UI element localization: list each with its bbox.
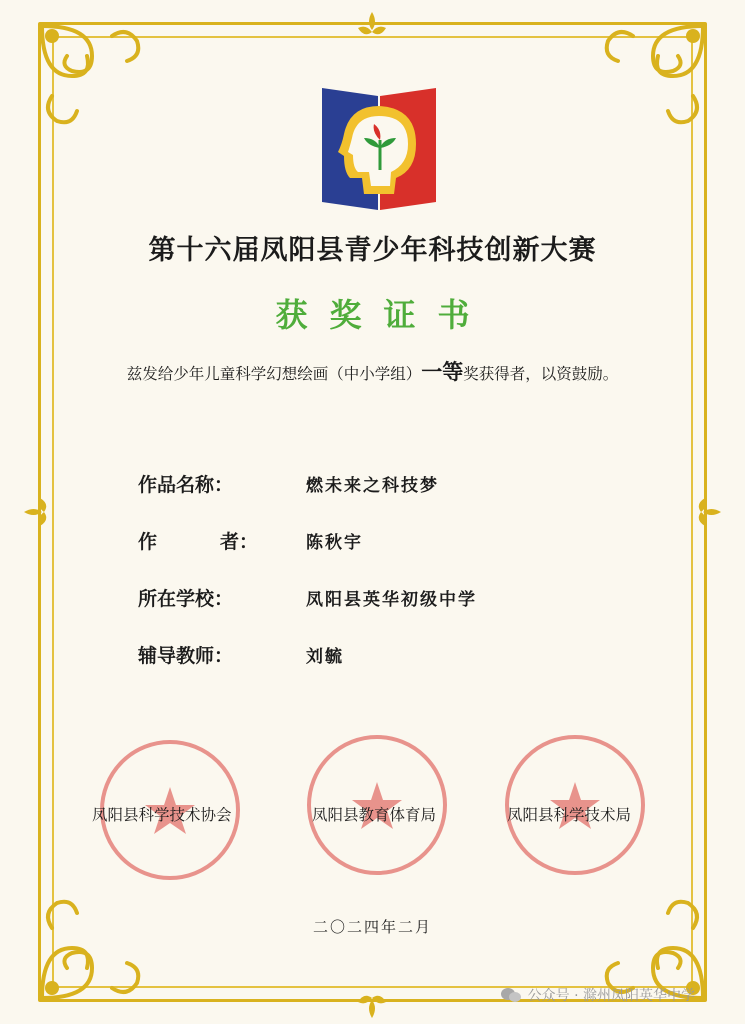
statement-prefix: 兹发给少年儿童科学幻想绘画（中小学组）: [126, 365, 422, 383]
award-rank: 一等: [421, 359, 464, 384]
award-details: [138, 470, 638, 698]
watermark-text: 公众号 · 滁州凤阳英华中学: [527, 988, 695, 1004]
field-label-char: 者：: [219, 531, 258, 553]
fleur-ornament-icon: [685, 492, 725, 532]
field-label: 辅导教师：: [138, 645, 234, 667]
corner-ornament-icon: [32, 888, 152, 1008]
field-row-school: [138, 584, 638, 641]
field-label: [138, 527, 258, 554]
fleur-ornament-icon: [20, 492, 60, 532]
field-row-author: [138, 527, 638, 584]
work-title-value: 燃未来之科技梦: [306, 476, 439, 496]
issuer-science-association: 凤阳县科学技术协会: [92, 806, 232, 824]
corner-ornament-icon: [593, 16, 713, 136]
issuer-science-bureau: 凤阳县科学技术局: [507, 806, 632, 824]
issuer-education-bureau: 凤阳县教育体育局: [312, 806, 437, 824]
field-row-work-title: [138, 470, 638, 527]
issue-date: 二〇二四年二月: [312, 918, 432, 936]
fleur-ornament-icon: [352, 982, 392, 1022]
author-value: 陈秋宇: [306, 533, 363, 553]
contest-title: 第十六届凤阳县青少年科技创新大赛: [148, 235, 597, 266]
corner-ornament-icon: [32, 16, 152, 136]
field-row-teacher: [138, 641, 638, 698]
field-label-char: 作: [138, 531, 158, 553]
school-value: 凤阳县英华初级中学: [306, 590, 477, 610]
contest-logo-icon: [320, 82, 438, 214]
statement-suffix: 奖获得者，以资鼓励。: [463, 365, 619, 383]
teacher-value: 刘毓: [306, 647, 344, 667]
field-label: 作品名称：: [138, 474, 234, 496]
field-label: 所在学校：: [138, 588, 234, 610]
watermark: [500, 985, 695, 1005]
wechat-icon: [500, 987, 522, 1003]
award-statement: [60, 356, 685, 386]
certificate-heading: 获奖证书: [275, 296, 492, 334]
fleur-ornament-icon: [352, 8, 392, 48]
